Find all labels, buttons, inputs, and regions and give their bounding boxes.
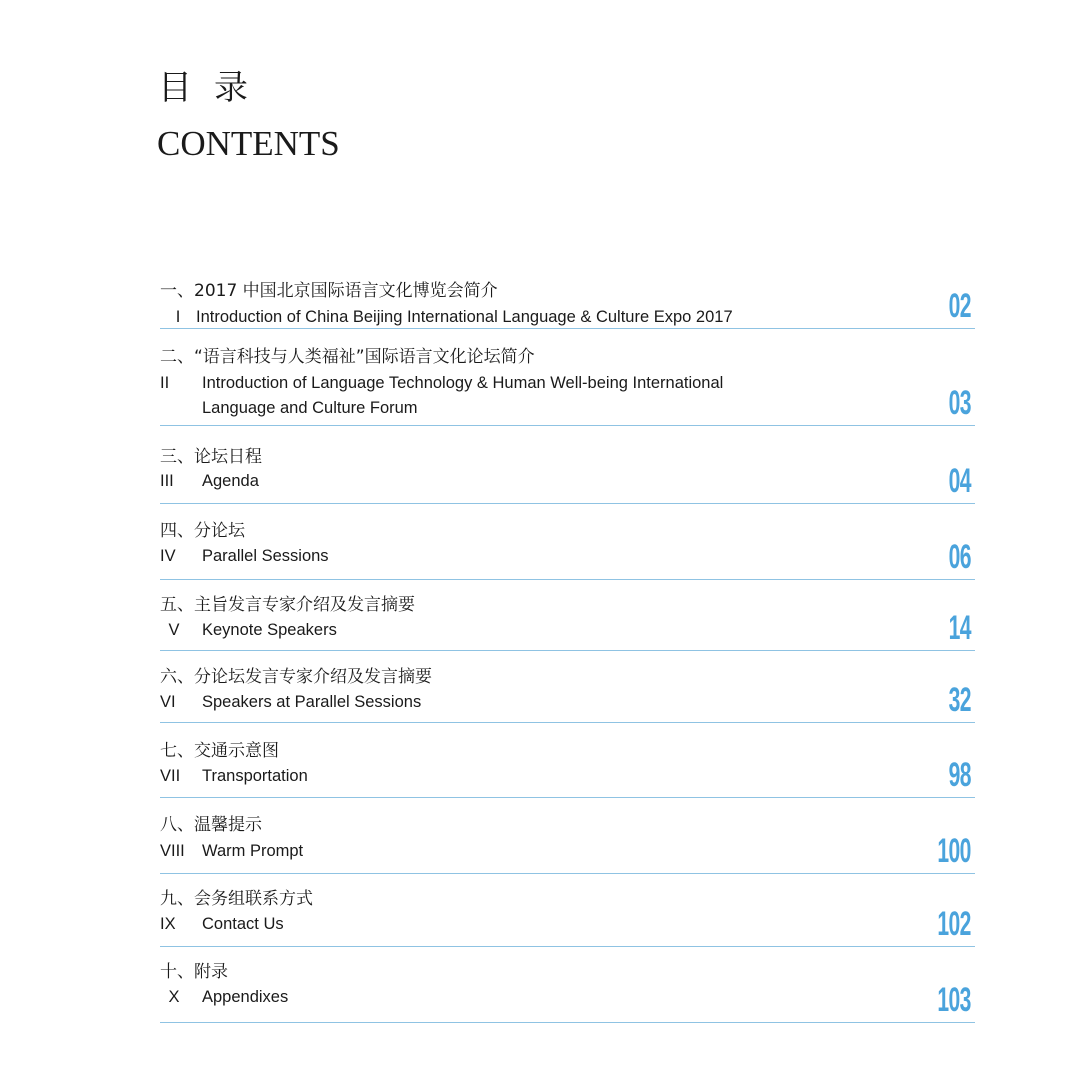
toc-entry-english-title: Appendixes xyxy=(202,988,289,1006)
toc-entry-english-line xyxy=(160,371,723,395)
toc-entry-transportation[interactable] xyxy=(160,740,975,798)
toc-entry-numeral: VI xyxy=(160,693,176,711)
toc-entry-page-number: 03 xyxy=(948,384,971,422)
toc-entry-english-line xyxy=(160,618,337,642)
toc-entry-english-line xyxy=(160,839,303,863)
toc-entry-chinese-title: 九、会务组联系方式 xyxy=(160,889,313,909)
toc-entry-speakers-parallel[interactable] xyxy=(160,666,975,723)
toc-entry-english-title: Warm Prompt xyxy=(202,842,304,860)
toc-entry-numeral: III xyxy=(160,472,174,490)
toc-entry-english-line xyxy=(160,985,288,1009)
toc-entry-english-title: Parallel Sessions xyxy=(202,547,329,565)
toc-entry-english-line xyxy=(160,544,329,568)
toc-entry-contact-us[interactable] xyxy=(160,888,975,947)
toc-entry-agenda[interactable] xyxy=(160,446,975,504)
toc-entry-english-line xyxy=(160,469,259,493)
toc-entry-chinese-title: 三、论坛日程 xyxy=(160,447,262,467)
toc-entry-page-number: 32 xyxy=(948,681,971,719)
toc-entry-numeral: IV xyxy=(160,547,176,565)
toc-entry-page-number: 04 xyxy=(948,462,971,500)
toc-entry-chinese-title: 五、主旨发言专家介绍及发言摘要 xyxy=(160,595,415,615)
toc-entry-english-line xyxy=(160,912,284,936)
toc-entry-english-title: Agenda xyxy=(202,472,259,490)
toc-entry-page-number: 02 xyxy=(948,287,971,325)
toc-entry-parallel-sessions[interactable] xyxy=(160,520,975,580)
toc-entry-chinese-title: 八、温馨提示 xyxy=(160,815,262,835)
toc-entry-english-title: Contact Us xyxy=(202,915,284,933)
toc-entry-appendixes[interactable] xyxy=(160,961,975,1023)
toc-entry-introduction-forum[interactable] xyxy=(160,346,975,426)
toc-entry-english-title-continued: Language and Culture Forum xyxy=(202,399,418,417)
toc-entry-chinese-title: 十、附录 xyxy=(160,962,228,982)
toc-entry-english-line xyxy=(160,764,308,788)
toc-entry-numeral: IX xyxy=(160,915,176,933)
toc-entry-warm-prompt[interactable] xyxy=(160,814,975,874)
toc-entry-page-number: 103 xyxy=(937,981,971,1019)
toc-entry-english-title: Speakers at Parallel Sessions xyxy=(202,693,422,711)
toc-entry-page-number: 100 xyxy=(937,832,971,870)
toc-entry-keynote-speakers[interactable] xyxy=(160,594,975,651)
toc-entry-chinese-title: 六、分论坛发言专家介绍及发言摘要 xyxy=(160,667,432,687)
toc-entry-numeral: I xyxy=(175,308,181,326)
page-title-english: CONTENTS xyxy=(157,124,340,163)
toc-entry-numeral: VII xyxy=(160,767,181,785)
toc-entry-page-number: 102 xyxy=(937,905,971,943)
toc-entry-numeral: X xyxy=(168,988,180,1006)
toc-entry-english-title: Keynote Speakers xyxy=(202,621,337,639)
toc-entry-page-number: 14 xyxy=(948,609,971,647)
toc-entry-english-title: Transportation xyxy=(202,767,308,785)
toc-entry-numeral: II xyxy=(160,374,170,392)
toc-entry-chinese-title: 四、分论坛 xyxy=(160,521,245,541)
toc-entry-english-line xyxy=(160,690,421,714)
toc-entry-english-line xyxy=(160,305,733,329)
toc-entry-chinese-title: 二、“语言科技与人类福祉”国际语言文化论坛简介 xyxy=(160,347,535,367)
toc-entry-english-title: Introduction of Language Technology & Human Well-being International xyxy=(202,374,724,392)
toc-entry-chinese-title: 一、2017 中国北京国际语言文化博览会简介 xyxy=(160,281,498,301)
page-title-chinese: 目录 xyxy=(158,68,270,108)
toc-entry-introduction-expo[interactable] xyxy=(160,280,975,329)
toc-entry-chinese-title: 七、交通示意图 xyxy=(160,741,279,761)
toc-entry-numeral: V xyxy=(168,621,180,639)
toc-entry-english-title: Introduction of China Beijing International Language & Culture Expo 2017 xyxy=(196,308,733,326)
toc-entry-page-number: 98 xyxy=(948,756,971,794)
toc-entry-page-number: 06 xyxy=(948,538,971,576)
toc-entry-numeral: VIII xyxy=(160,842,185,860)
